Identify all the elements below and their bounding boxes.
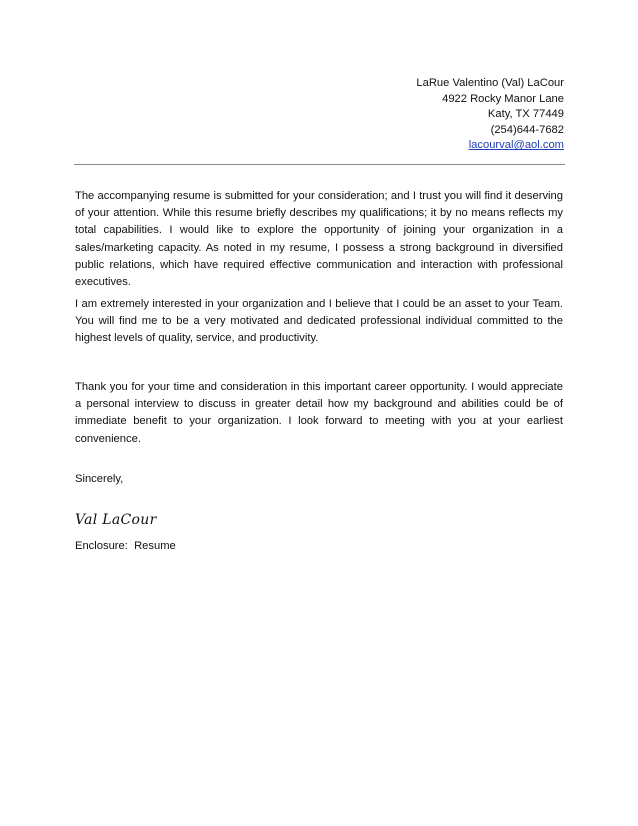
sender-street: 4922 Rocky Manor Lane [442,92,564,105]
enclosure-note: Enclosure: Resume [75,540,176,552]
sender-email-link[interactable]: lacourval@aol.com [468,139,564,152]
body-paragraph-3: Thank you for your time and consideration in this important career opportunity. I would appreciate a personal interview to discuss in greater detail how my background and abilities could be of immediate benefit to your organization. I look forward to meeting with you at your earliest convenience. [75,381,563,445]
sender-city-state-zip: Katy, TX 77449 [487,108,564,121]
header-divider [74,164,565,165]
closing-salutation: Sincerely, [75,473,124,485]
signature: Val LaCour [75,512,157,528]
sender-name: LaRue Valentino (Val) LaCour [416,77,564,89]
body-paragraph-1: The accompanying resume is submitted for your consideration; and I trust you will find it deserving of your attention. While this resume briefly describes my qualifications; it by no means reflects my total capabilities. I would like to explore the opportunity of joining your organization in a sales/marketing capacity. As noted in my resume, I possess a strong background in diversified public relations, which have required effective communication and interaction with professional executives. [75,190,563,289]
body-paragraph-2: I am extremely interested in your organization and I believe that I could be an asset to your Team. You will find me to be a very motivated and dedicated professional individual committed to the highest levels of quality, service, and productivity. [75,298,563,345]
sender-address-block [416,76,564,154]
sender-phone: (254)644-7682 [490,123,564,136]
